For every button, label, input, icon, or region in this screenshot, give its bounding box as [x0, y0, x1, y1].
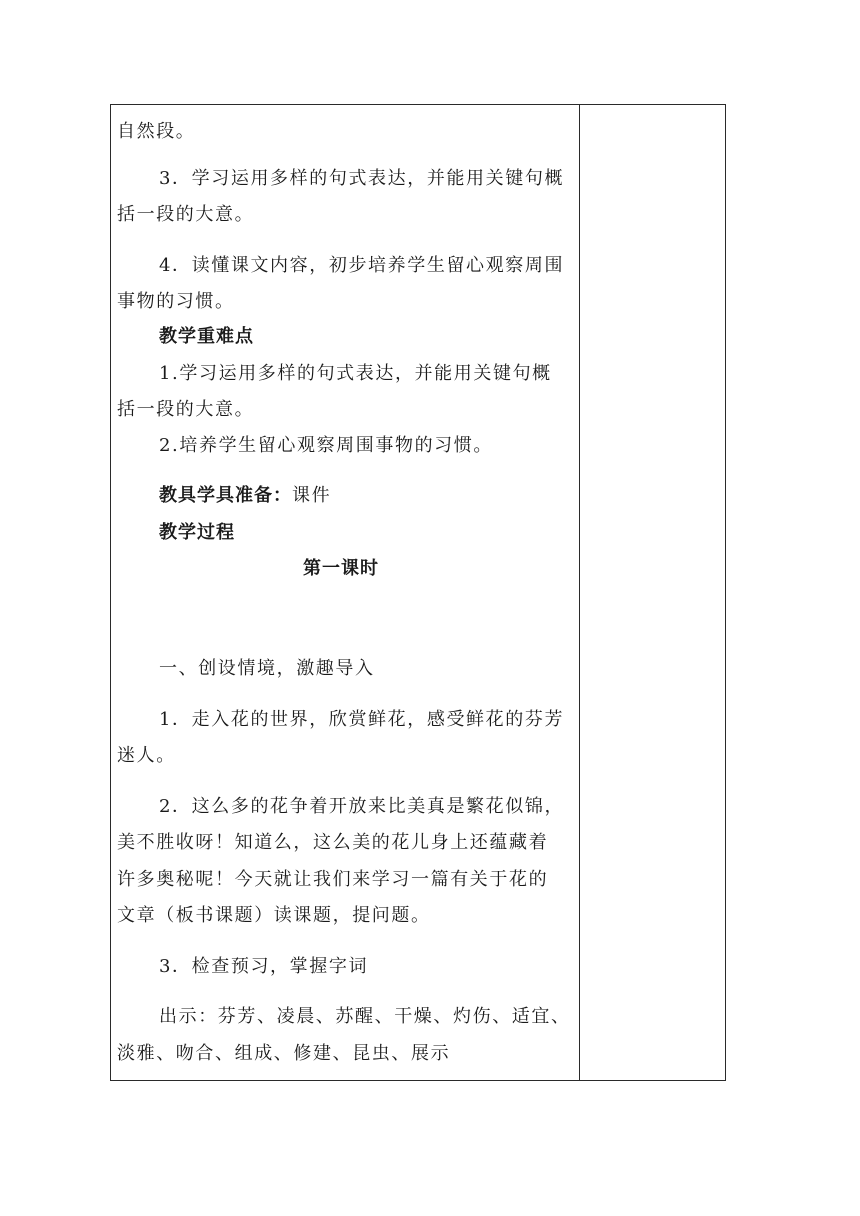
text-line: 出示：芬芳、凌晨、苏醒、干燥、灼伤、适宜、 — [159, 1006, 571, 1027]
lesson-plan-table — [110, 104, 726, 1081]
text-line: 自然段。 — [117, 121, 196, 142]
section-heading: 教学重难点 — [159, 326, 254, 347]
text-line: 2．这么多的花争着开放来比美真是繁花似锦， — [159, 796, 565, 817]
text-line: 括一段的大意。 — [117, 399, 255, 420]
text-line: 4．读懂课文内容，初步培养学生留心观察周围 — [159, 255, 565, 276]
text-line: 1．走入花的世界，欣赏鲜花，感受鲜花的芬芳 — [159, 709, 565, 730]
text-line: 迷人。 — [117, 745, 176, 766]
text-line: 2.培养学生留心观察周围事物的习惯。 — [159, 435, 493, 456]
text-line: 文章（板书课题）读课题，提问题。 — [117, 905, 431, 926]
materials-line — [159, 478, 619, 514]
text-line: 许多奥秘呢！今天就让我们来学习一篇有关于花的 — [117, 869, 549, 890]
section-heading: 教学过程 — [159, 522, 235, 543]
lesson-title: 第一课时 — [303, 558, 379, 579]
text-line: 美不胜收呀！知道么，这么美的花儿身上还蕴藏着 — [117, 832, 549, 853]
text-line: 括一段的大意。 — [117, 204, 255, 225]
text-line: 淡雅、吻合、组成、修建、昆虫、展示 — [117, 1043, 451, 1064]
text-line: 3．学习运用多样的句式表达，并能用关键句概 — [159, 168, 565, 189]
text-line: 事物的习惯。 — [117, 291, 235, 312]
materials-value: 课件 — [292, 485, 332, 506]
text-line: 3．检查预习，掌握字词 — [159, 956, 369, 977]
text-line: 一、创设情境，激趣导入 — [159, 658, 375, 679]
text-line: 1.学习运用多样的句式表达，并能用关键句概 — [159, 363, 552, 384]
materials-label: 教具学具准备： — [159, 485, 292, 506]
